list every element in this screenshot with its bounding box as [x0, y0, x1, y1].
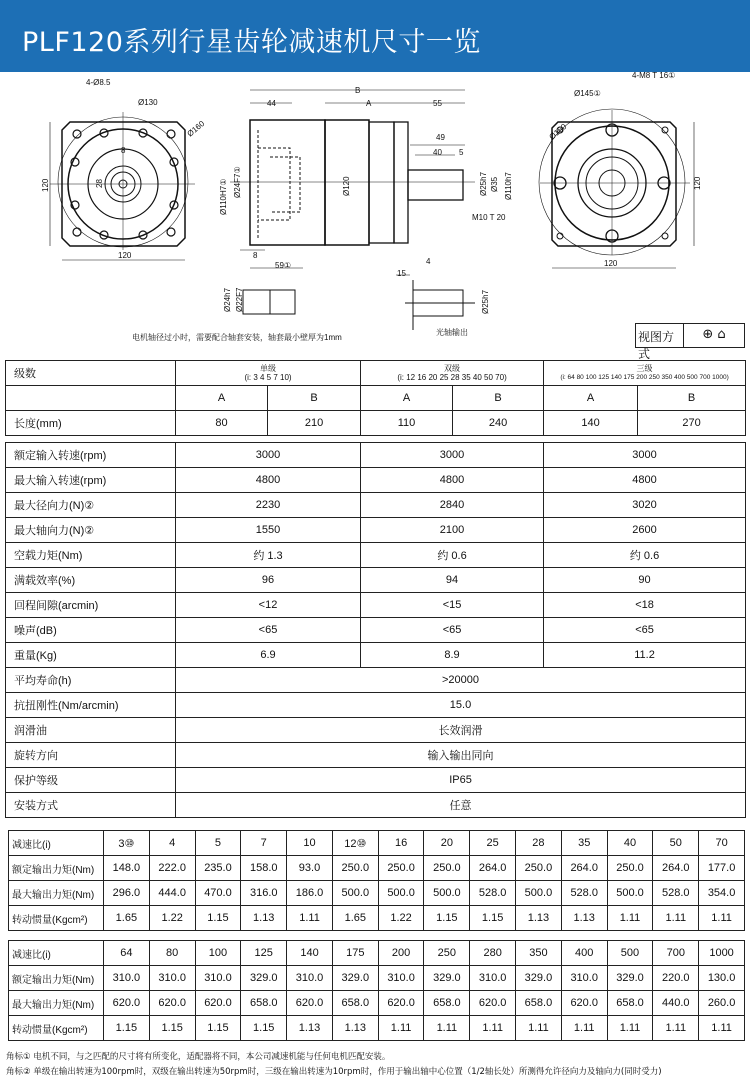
ratio-value: 10 — [287, 831, 333, 856]
side-view — [219, 86, 513, 278]
ratio-value: 264.0 — [470, 856, 516, 881]
spec-row — [6, 493, 746, 518]
ratio-value: 658.0 — [607, 991, 653, 1016]
spec-row — [6, 468, 746, 493]
view-method-label: 视图方式 — [636, 324, 684, 347]
ratio-value: 310.0 — [378, 966, 424, 991]
spec-value: 2100 — [361, 518, 544, 543]
ratio-value: 500.0 — [516, 881, 562, 906]
ratio-value: 148.0 — [104, 856, 150, 881]
stage-single — [176, 361, 361, 386]
ratio-value: 220.0 — [653, 966, 699, 991]
stage-ratios: (i: 3 4 5 7 10) — [244, 373, 292, 382]
ab-row — [6, 386, 746, 411]
ab-cell: A — [176, 386, 268, 411]
svg-text:55: 55 — [433, 99, 442, 108]
spec-value: 4800 — [361, 468, 544, 493]
stage-ratios: (i: 12 16 20 25 28 35 40 50 70) — [397, 373, 507, 382]
ratio-value: 620.0 — [195, 991, 241, 1016]
ratio-value: 1.65 — [104, 906, 150, 931]
spec-value: 1550 — [176, 518, 361, 543]
stage-name: 单级 — [260, 364, 276, 373]
ratio-value: 175 — [332, 941, 378, 966]
ratio-value: 1.22 — [378, 906, 424, 931]
ratio-value: 250.0 — [516, 856, 562, 881]
ab-cell: A — [544, 386, 638, 411]
spec-row — [6, 618, 746, 643]
ratio-value: 444.0 — [149, 881, 195, 906]
ratio-value: 500.0 — [378, 881, 424, 906]
ratio-value: 400 — [561, 941, 607, 966]
ratio-value: 250.0 — [378, 856, 424, 881]
spec-label: 最大径向力(N)② — [6, 493, 176, 518]
spec-value: 2840 — [361, 493, 544, 518]
ratio-value: 20 — [424, 831, 470, 856]
ratio-value: 1.15 — [470, 906, 516, 931]
svg-text:Ø110h7: Ø110h7 — [504, 172, 513, 200]
ratio-value: 25 — [470, 831, 516, 856]
spec-table — [5, 360, 746, 818]
footnotes — [6, 1050, 662, 1080]
ratio-value: 158.0 — [241, 856, 287, 881]
ratio-value: 125 — [241, 941, 287, 966]
ratio-value: 280 — [470, 941, 516, 966]
svg-text:Ø145①: Ø145① — [574, 89, 601, 98]
ratio-value: 28 — [516, 831, 562, 856]
svg-text:Ø22F7: Ø22F7 — [235, 287, 244, 312]
ratio-value: 250 — [424, 941, 470, 966]
ratio-value: 528.0 — [470, 881, 516, 906]
spec-value: 约 0.6 — [544, 543, 746, 568]
ratio-value: 235.0 — [195, 856, 241, 881]
ratio-value: 186.0 — [287, 881, 333, 906]
ratio-label: 最大输出力矩(Nm) — [9, 991, 104, 1016]
ratio-value: 1.11 — [287, 906, 333, 931]
ratio-value: 500.0 — [332, 881, 378, 906]
ratio-value: 620.0 — [378, 991, 424, 1016]
ratio-label: 最大输出力矩(Nm) — [9, 881, 104, 906]
spec-row — [6, 693, 746, 718]
ratio-value: 470.0 — [195, 881, 241, 906]
svg-text:M10 T 20: M10 T 20 — [472, 213, 506, 222]
spec-label: 空载力矩(Nm) — [6, 543, 176, 568]
view-method-box — [635, 323, 745, 361]
ratio-value: 12⑩ — [332, 831, 378, 856]
spec-value: <15 — [361, 593, 544, 618]
ratio-value: 350 — [516, 941, 562, 966]
length-cell: 240 — [453, 411, 544, 436]
spec-value: 94 — [361, 568, 544, 593]
ratio-value: 329.0 — [424, 966, 470, 991]
ratio-row — [9, 991, 745, 1016]
svg-text:Ø160: Ø160 — [185, 119, 207, 139]
ratio-value: 1.11 — [607, 1016, 653, 1041]
svg-text:44: 44 — [267, 99, 276, 108]
ratio-value: 1.13 — [287, 1016, 333, 1041]
ratio-value: 528.0 — [653, 881, 699, 906]
page-title: PLF120系列行星齿轮减速机尺寸一览 — [0, 0, 750, 72]
ratio-value: 1.11 — [561, 1016, 607, 1041]
svg-text:5: 5 — [459, 148, 464, 157]
ratio-value: 658.0 — [241, 991, 287, 1016]
spec-value: <65 — [361, 618, 544, 643]
spec-value: 15.0 — [176, 693, 746, 718]
spec-label: 重量(Kg) — [6, 643, 176, 668]
ratio-value: 620.0 — [149, 991, 195, 1016]
ratio-label: 减速比(i) — [9, 831, 104, 856]
ratio-row — [9, 906, 745, 931]
svg-text:4-Ø8.5: 4-Ø8.5 — [86, 78, 111, 87]
spec-label: 最大输入转速(rpm) — [6, 468, 176, 493]
footnote-1: 角标① 电机不同，与之匹配的尺寸将有所变化，适配器将不同，本公司减速机能与任何电机匹配安装。 — [6, 1052, 391, 1062]
spec-value: 2600 — [544, 518, 746, 543]
ratio-value: 80 — [149, 941, 195, 966]
stage-name: 三级 — [636, 364, 653, 373]
ratio-value: 1.11 — [699, 1016, 745, 1041]
svg-text:28: 28 — [95, 179, 104, 188]
ab-cell: A — [361, 386, 453, 411]
spec-value: <12 — [176, 593, 361, 618]
ratio-table-1 — [8, 830, 745, 931]
spec-label: 回程间隙(arcmin) — [6, 593, 176, 618]
ratio-value: 1.13 — [241, 906, 287, 931]
svg-text:Ø130: Ø130 — [138, 98, 158, 107]
ratio-value: 260.0 — [699, 991, 745, 1016]
ratio-value: 1.15 — [424, 906, 470, 931]
svg-text:49: 49 — [436, 133, 445, 142]
ratio-value: 1.15 — [195, 906, 241, 931]
ratio-value: 658.0 — [516, 991, 562, 1016]
ab-cell: B — [453, 386, 544, 411]
ratio-value: 1000 — [699, 941, 745, 966]
ratio-value: 310.0 — [195, 966, 241, 991]
svg-text:Ø25h7: Ø25h7 — [481, 289, 490, 314]
ratio-label: 转动惯量(Kgcm²) — [9, 906, 104, 931]
spec-value: <65 — [176, 618, 361, 643]
ratio-value: 100 — [195, 941, 241, 966]
footnote-2: 角标② 单级在输出转速为100rpm时，双级在输出转速为50rpm时，三级在输出转速为10rpm时，作用于输出轴中心位置（1/2轴长处）所测得允许径向力及轴向力(同时受力) — [6, 1067, 662, 1077]
stage-header: 级数 — [6, 361, 176, 386]
svg-text:光轴输出: 光轴输出 — [436, 328, 468, 337]
shaft-sleeve — [132, 287, 342, 343]
svg-text:8: 8 — [121, 146, 126, 155]
spec-value: <65 — [544, 618, 746, 643]
spec-value: 2230 — [176, 493, 361, 518]
spec-row — [6, 768, 746, 793]
ratio-value: 700 — [653, 941, 699, 966]
spec-value: 4800 — [176, 468, 361, 493]
ratio-value: 329.0 — [241, 966, 287, 991]
spec-row — [6, 568, 746, 593]
spec-value: >20000 — [176, 668, 746, 693]
ratio-value: 310.0 — [149, 966, 195, 991]
svg-text:B: B — [355, 86, 361, 95]
spec-value: 6.9 — [176, 643, 361, 668]
stage-ratios: (i: 64 80 100 125 140 175 200 250 350 400 500 700 1000) — [560, 374, 729, 381]
svg-text:Ø110H7①: Ø110H7① — [219, 178, 228, 215]
rear-view — [539, 72, 702, 268]
ratio-row — [9, 1016, 745, 1041]
ratio-row — [9, 941, 745, 966]
stage-name: 双级 — [444, 364, 461, 373]
ratio-value: 250.0 — [332, 856, 378, 881]
ratio-value: 620.0 — [561, 991, 607, 1016]
svg-text:Ø24F7①: Ø24F7① — [233, 166, 242, 198]
ratio-value: 1.11 — [607, 906, 653, 931]
spec-row — [6, 543, 746, 568]
svg-text:Ø25h7: Ø25h7 — [479, 171, 488, 196]
ratio-value: 50 — [653, 831, 699, 856]
spec-value: 3000 — [361, 443, 544, 468]
ratio-value: 250.0 — [424, 856, 470, 881]
ratio-value: 1.65 — [332, 906, 378, 931]
ratio-value: 1.13 — [332, 1016, 378, 1041]
ratio-value: 528.0 — [561, 881, 607, 906]
svg-text:120: 120 — [118, 251, 132, 260]
dimension-drawing — [0, 72, 750, 357]
svg-text:4: 4 — [426, 257, 431, 266]
ratio-value: 1.15 — [241, 1016, 287, 1041]
ratio-value: 310.0 — [104, 966, 150, 991]
svg-text:40: 40 — [433, 148, 442, 157]
ratio-value: 500.0 — [607, 881, 653, 906]
spec-value: 96 — [176, 568, 361, 593]
spec-row — [6, 443, 746, 468]
ratio-value: 200 — [378, 941, 424, 966]
ab-cell: B — [638, 386, 746, 411]
ratio-value: 35 — [561, 831, 607, 856]
spec-value: 8.9 — [361, 643, 544, 668]
ratio-value: 264.0 — [653, 856, 699, 881]
svg-text:电机轴径过小时，需要配合轴套安装，轴套最小壁厚为1mm: 电机轴径过小时，需要配合轴套安装，轴套最小壁厚为1mm — [132, 333, 342, 342]
ratio-value: 1.11 — [516, 1016, 562, 1041]
ratio-value: 658.0 — [424, 991, 470, 1016]
ratio-label: 转动惯量(Kgcm²) — [9, 1016, 104, 1041]
ratio-value: 130.0 — [699, 966, 745, 991]
length-cell: 270 — [638, 411, 746, 436]
spec-row — [6, 743, 746, 768]
spec-value: 3000 — [176, 443, 361, 468]
svg-text:15: 15 — [397, 269, 406, 278]
svg-text:Ø120: Ø120 — [342, 176, 351, 196]
spec-row — [6, 643, 746, 668]
ratio-value: 354.0 — [699, 881, 745, 906]
ratio-value: 3⑩ — [104, 831, 150, 856]
svg-text:120: 120 — [693, 176, 702, 190]
ratio-value: 177.0 — [699, 856, 745, 881]
svg-text:Ø160: Ø160 — [547, 122, 569, 142]
spec-value: 3020 — [544, 493, 746, 518]
ratio-value: 1.13 — [561, 906, 607, 931]
spec-label: 抗扭刚性(Nm/arcmin) — [6, 693, 176, 718]
ratio-value: 1.15 — [104, 1016, 150, 1041]
spec-row — [6, 518, 746, 543]
ratio-value: 16 — [378, 831, 424, 856]
ratio-value: 1.11 — [424, 1016, 470, 1041]
spec-row — [6, 793, 746, 818]
ab-cell: B — [268, 386, 361, 411]
spec-label: 最大轴向力(N)② — [6, 518, 176, 543]
ratio-value: 329.0 — [332, 966, 378, 991]
ratio-value: 316.0 — [241, 881, 287, 906]
spec-value: 任意 — [176, 793, 746, 818]
ratio-value: 1.13 — [516, 906, 562, 931]
ratio-value: 620.0 — [470, 991, 516, 1016]
spec-label: 噪声(dB) — [6, 618, 176, 643]
ratio-row — [9, 856, 745, 881]
length-cell: 80 — [176, 411, 268, 436]
spec-label: 安装方式 — [6, 793, 176, 818]
stage-double — [361, 361, 544, 386]
ratio-value: 140 — [287, 941, 333, 966]
ratio-value: 93.0 — [287, 856, 333, 881]
spec-value: 约 0.6 — [361, 543, 544, 568]
spec-label: 满载效率(%) — [6, 568, 176, 593]
ratio-value: 222.0 — [149, 856, 195, 881]
spacer — [6, 436, 746, 443]
ratio-value: 620.0 — [104, 991, 150, 1016]
front-view — [41, 78, 207, 260]
spec-label: 额定输入转速(rpm) — [6, 443, 176, 468]
ratio-value: 620.0 — [287, 991, 333, 1016]
length-label: 长度(mm) — [6, 411, 176, 436]
ratio-value: 4 — [149, 831, 195, 856]
ratio-value: 70 — [699, 831, 745, 856]
ratio-value: 40 — [607, 831, 653, 856]
spec-row — [6, 593, 746, 618]
spacer-row — [6, 436, 746, 443]
svg-text:120: 120 — [604, 259, 618, 268]
ratio-value: 1.11 — [378, 1016, 424, 1041]
ratio-row — [9, 881, 745, 906]
ratio-value: 1.11 — [470, 1016, 516, 1041]
spec-value: 4800 — [544, 468, 746, 493]
spec-value: <18 — [544, 593, 746, 618]
ratio-value: 64 — [104, 941, 150, 966]
length-cell: 210 — [268, 411, 361, 436]
spec-value: IP65 — [176, 768, 746, 793]
spec-value: 90 — [544, 568, 746, 593]
empty-cell — [6, 386, 176, 411]
svg-text:59①: 59① — [275, 261, 292, 270]
ratio-value: 250.0 — [607, 856, 653, 881]
spec-value: 约 1.3 — [176, 543, 361, 568]
spec-row — [6, 668, 746, 693]
ratio-label: 减速比(i) — [9, 941, 104, 966]
ratio-value: 1.11 — [653, 906, 699, 931]
spec-value: 3000 — [544, 443, 746, 468]
ratio-value: 329.0 — [516, 966, 562, 991]
svg-text:A: A — [366, 99, 372, 108]
length-cell: 110 — [361, 411, 453, 436]
ratio-value: 1.15 — [195, 1016, 241, 1041]
ratio-value: 658.0 — [332, 991, 378, 1016]
ratio-value: 310.0 — [287, 966, 333, 991]
ratio-value: 329.0 — [607, 966, 653, 991]
ratio-value: 7 — [241, 831, 287, 856]
ratio-value: 1.11 — [699, 906, 745, 931]
ratio-value: 440.0 — [653, 991, 699, 1016]
spec-label: 旋转方向 — [6, 743, 176, 768]
svg-text:8: 8 — [253, 251, 258, 260]
ratio-label: 额定输出力矩(Nm) — [9, 966, 104, 991]
ratio-value: 296.0 — [104, 881, 150, 906]
spec-value: 11.2 — [544, 643, 746, 668]
spec-value: 输入输出同向 — [176, 743, 746, 768]
ratio-value: 5 — [195, 831, 241, 856]
ratio-value: 1.11 — [653, 1016, 699, 1041]
ratio-row — [9, 966, 745, 991]
svg-text:120: 120 — [41, 178, 50, 192]
ratio-value: 310.0 — [561, 966, 607, 991]
ratio-table-2 — [8, 940, 745, 1041]
ratio-row — [9, 831, 745, 856]
svg-text:4-M8 T 16①: 4-M8 T 16① — [632, 72, 676, 80]
svg-text:Ø24h7: Ø24h7 — [223, 287, 232, 312]
plain-shaft — [405, 280, 490, 337]
length-row — [6, 411, 746, 436]
ratio-value: 500.0 — [424, 881, 470, 906]
svg-text:Ø35: Ø35 — [490, 176, 499, 192]
spec-label: 平均寿命(h) — [6, 668, 176, 693]
ratio-label: 额定输出力矩(Nm) — [9, 856, 104, 881]
spec-value: 长效润滑 — [176, 718, 746, 743]
spec-label: 保护等级 — [6, 768, 176, 793]
length-cell: 140 — [544, 411, 638, 436]
ratio-value: 310.0 — [470, 966, 516, 991]
spec-row — [6, 718, 746, 743]
spec-label: 润滑油 — [6, 718, 176, 743]
ratio-value: 500 — [607, 941, 653, 966]
ratio-value: 1.15 — [149, 1016, 195, 1041]
stage-triple — [544, 361, 746, 386]
ratio-value: 264.0 — [561, 856, 607, 881]
projection-symbol-icon: ⊕ ⌂ — [702, 327, 726, 342]
stage-header-row — [6, 361, 746, 386]
ratio-value: 1.22 — [149, 906, 195, 931]
